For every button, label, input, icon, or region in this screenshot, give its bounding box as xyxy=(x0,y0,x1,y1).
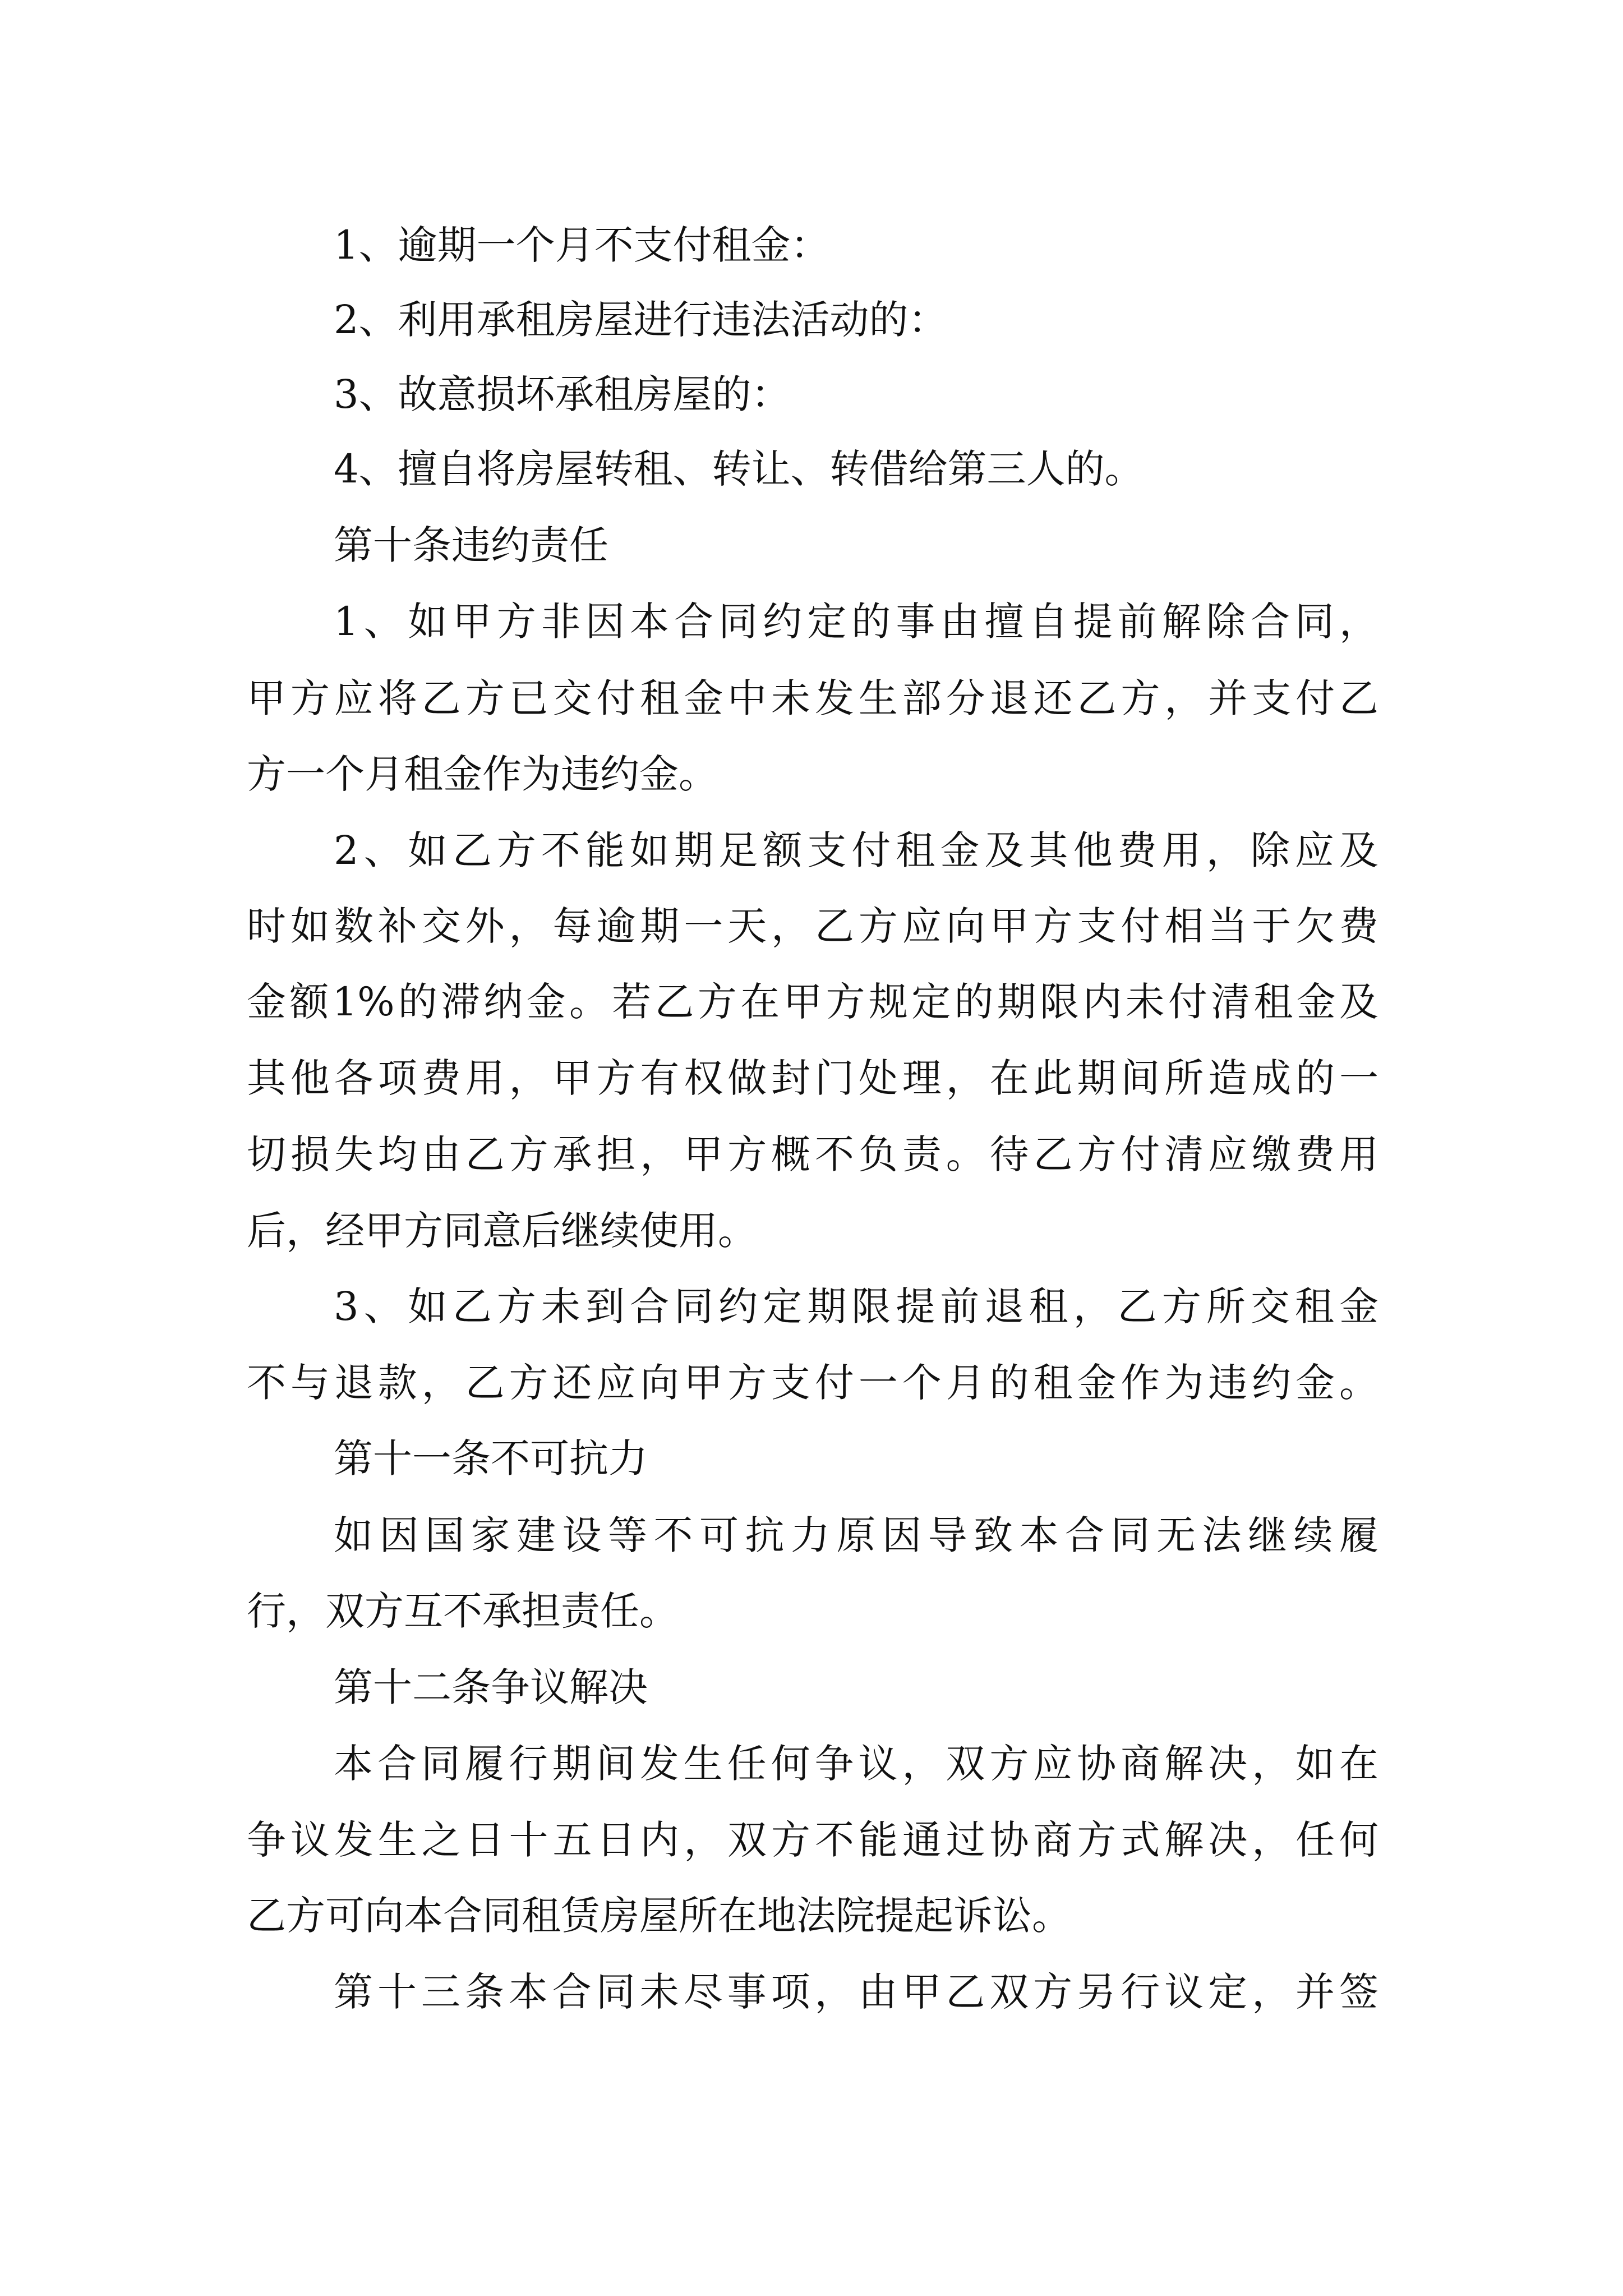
clause-10-item-2-line-2: 时如数补交外，每逾期一天，乙方应向甲方支付相当于欠费 xyxy=(247,903,1378,949)
clause-10-item-1-line-3: 方一个月租金作为违约金。 xyxy=(247,751,718,797)
clause-10-item-2-line-3: 金额1%的滞纳金。若乙方在甲方规定的期限内未付清租金及 xyxy=(247,979,1378,1025)
clause-12-text-line-2: 争议发生之日十五日内，双方不能通过协商方式解决，任何 xyxy=(247,1817,1378,1863)
clause-10-item-2-line-4: 其他各项费用，甲方有权做封门处理，在此期间所造成的一 xyxy=(247,1055,1378,1101)
clause-9-item-3: 3、故意损坏承租房屋的： xyxy=(334,371,791,417)
clause-10-item-2-line-5: 切损失均由乙方承担，甲方概不负责。待乙方付清应缴费用 xyxy=(247,1131,1378,1177)
clause-10-item-3-line-1: 3、如乙方未到合同约定期限提前退租，乙方所交租金 xyxy=(334,1283,1378,1329)
clause-10-item-2-line-1: 2、如乙方不能如期足额支付租金及其他费用，除应及 xyxy=(334,827,1378,873)
clause-12-text-line-1: 本合同履行期间发生任何争议，双方应协商解决，如在 xyxy=(334,1741,1378,1787)
clause-11-text-line-2: 行，双方互不承担责任。 xyxy=(247,1588,679,1634)
clause-10-item-1-line-2: 甲方应将乙方已交付租金中未发生部分退还乙方，并支付乙 xyxy=(247,675,1378,721)
clause-13-text-line-1: 第十三条本合同未尽事项，由甲乙双方另行议定，并签 xyxy=(334,1969,1378,2015)
clause-9-item-2: 2、利用承租房屋进行违法活动的： xyxy=(334,297,948,343)
clause-9-item-1: 1、逾期一个月不支付租金： xyxy=(334,222,830,268)
clause-11-text-line-1: 如因国家建设等不可抗力原因导致本合同无法继续履 xyxy=(334,1512,1378,1558)
clause-10-item-2-line-6: 后，经甲方同意后继续使用。 xyxy=(247,1208,757,1254)
clause-11-heading: 第十一条不可抗力 xyxy=(334,1435,648,1481)
clause-10-heading: 第十条违约责任 xyxy=(334,522,608,568)
clause-10-item-3-line-2: 不与退款，乙方还应向甲方支付一个月的租金作为违约金。 xyxy=(247,1360,1378,1406)
clause-12-heading: 第十二条争议解决 xyxy=(334,1664,648,1710)
clause-12-text-line-3: 乙方可向本合同租赁房屋所在地法院提起诉讼。 xyxy=(247,1893,1071,1939)
clause-9-item-4: 4、擅自将房屋转租、转让、转借给第三人的。 xyxy=(334,446,1144,492)
clause-10-item-1-line-1: 1、如甲方非因本合同约定的事由擅自提前解除合同， xyxy=(334,599,1378,645)
